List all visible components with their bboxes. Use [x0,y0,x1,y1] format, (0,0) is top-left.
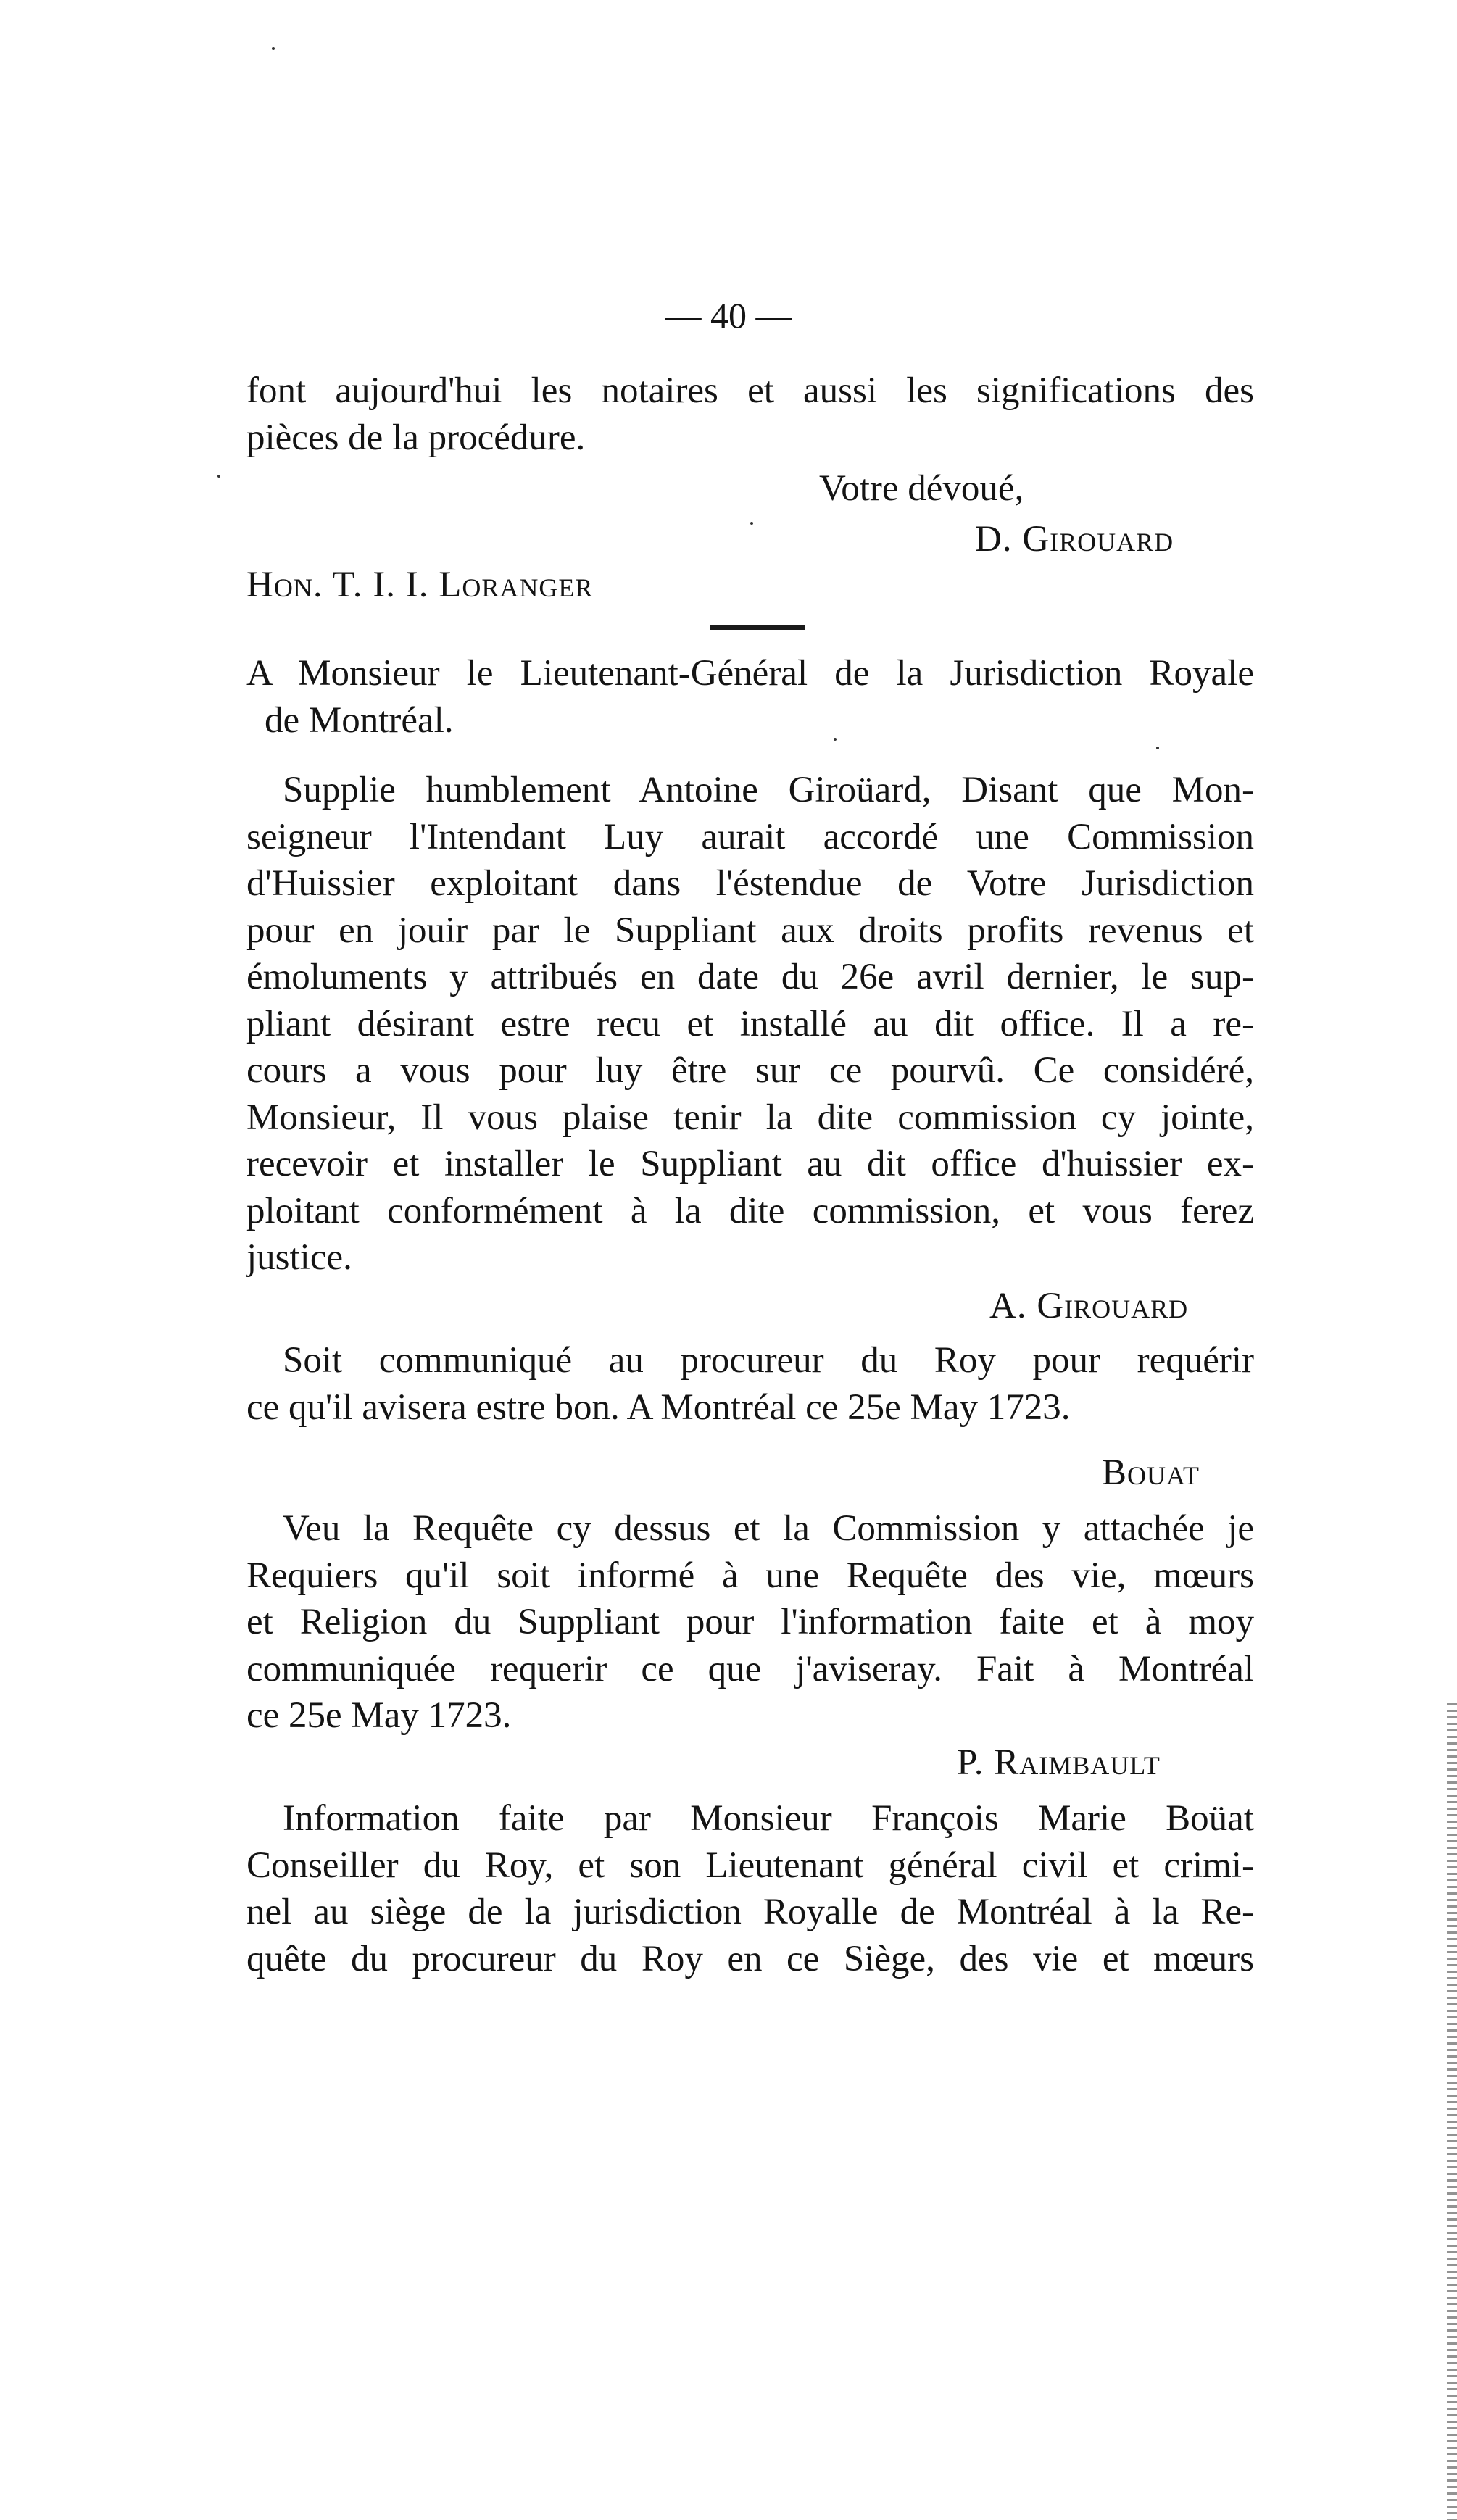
text-line: Veu la Requête cy dessus et la Commission y attachée je [283,1508,1254,1549]
information-paragraph [246,1795,1254,1982]
text-line: ploitant conformément à la dite commission, et vous ferez [246,1190,1254,1231]
text-line: ce qu'il avisera estre bon. A Montréal ce 25e May 1723. [246,1386,1071,1428]
text-line: d'Huissier exploitant dans l'éstendue de Votre Jurisdiction [246,863,1254,904]
text-line: font aujourd'hui les notaires et aussi les significations des [246,370,1254,411]
text-line: quête du procureur du Roy en ce Siège, des vie et mœurs [246,1938,1254,1979]
text-line: ce 25e May 1723. [246,1695,512,1736]
scan-speck [1156,747,1159,749]
signature-bouat: Bouat [1102,1452,1200,1493]
text-line: seigneur l'Intendant Luy aurait accordé une Commission [246,816,1254,857]
text-line: nel au siège de la jurisdiction Royalle de Montréal à la Re- [246,1892,1254,1932]
page-number: — 40 — [665,295,792,336]
text-line: pièces de la procédure. [246,417,586,458]
addressee: Hon. T. I. I. Loranger [246,565,594,605]
text-line: émoluments y attribués en date du 26e avril dernier, le sup- [246,957,1254,997]
salutation [246,650,1254,744]
text-line: A Monsieur le Lieutenant-Général de la Jurisdiction Royale [246,653,1254,694]
text-line: Conseiller du Roy, et son Lieutenant général civil et crimi- [246,1845,1254,1886]
text-line: pour en jouir par le Suppliant aux droits profits revenus et [246,910,1254,951]
text-line: communiquée requerir ce que j'aviseray. Fait à Montréal [246,1648,1254,1689]
closing-phrase: Votre dévoué, [819,468,1024,509]
signature-p-raimbault: P. Raimbault [957,1742,1161,1783]
scan-speck [217,475,220,478]
text-line: de Montréal. [265,699,454,741]
signature-a-girouard: A. Girouard [989,1286,1189,1326]
text-line: et Religion du Suppliant pour l'information faite et à moy [246,1602,1254,1642]
text-line: Supplie humblement Antoine Giroüard, Disant que Mon- [283,770,1254,810]
scan-speck [272,47,275,50]
petition-paragraph [246,767,1254,1281]
text-line: recevoir et installer le Suppliant au dit office d'huissier ex- [246,1144,1254,1184]
text-line: Information faite par Monsieur François Marie Boüat [283,1798,1254,1839]
order-paragraph [246,1337,1254,1431]
text-line: cours a vous pour luy être sur ce pourvû. Ce considéré, [246,1050,1254,1091]
text-line: Monsieur, Il vous plaise tenir la dite commission cy jointe, [246,1097,1254,1138]
scan-speck [834,738,837,741]
text-line: Soit communiqué au procureur du Roy pour requérir [283,1340,1254,1381]
signature-d-girouard: D. Girouard [975,519,1174,560]
scan-speck [750,522,753,525]
text-line: Requiers qu'il soit informé à une Requête des vie, mœurs [246,1555,1254,1596]
text-line: pliant désirant estre recu et installé au dit office. Il a re- [246,1003,1254,1044]
scan-edge-artifact [1447,1703,1457,2520]
text-line: justice. [246,1237,352,1278]
section-divider [710,625,805,630]
opening-paragraph [246,367,1254,461]
requisition-paragraph [246,1505,1254,1739]
